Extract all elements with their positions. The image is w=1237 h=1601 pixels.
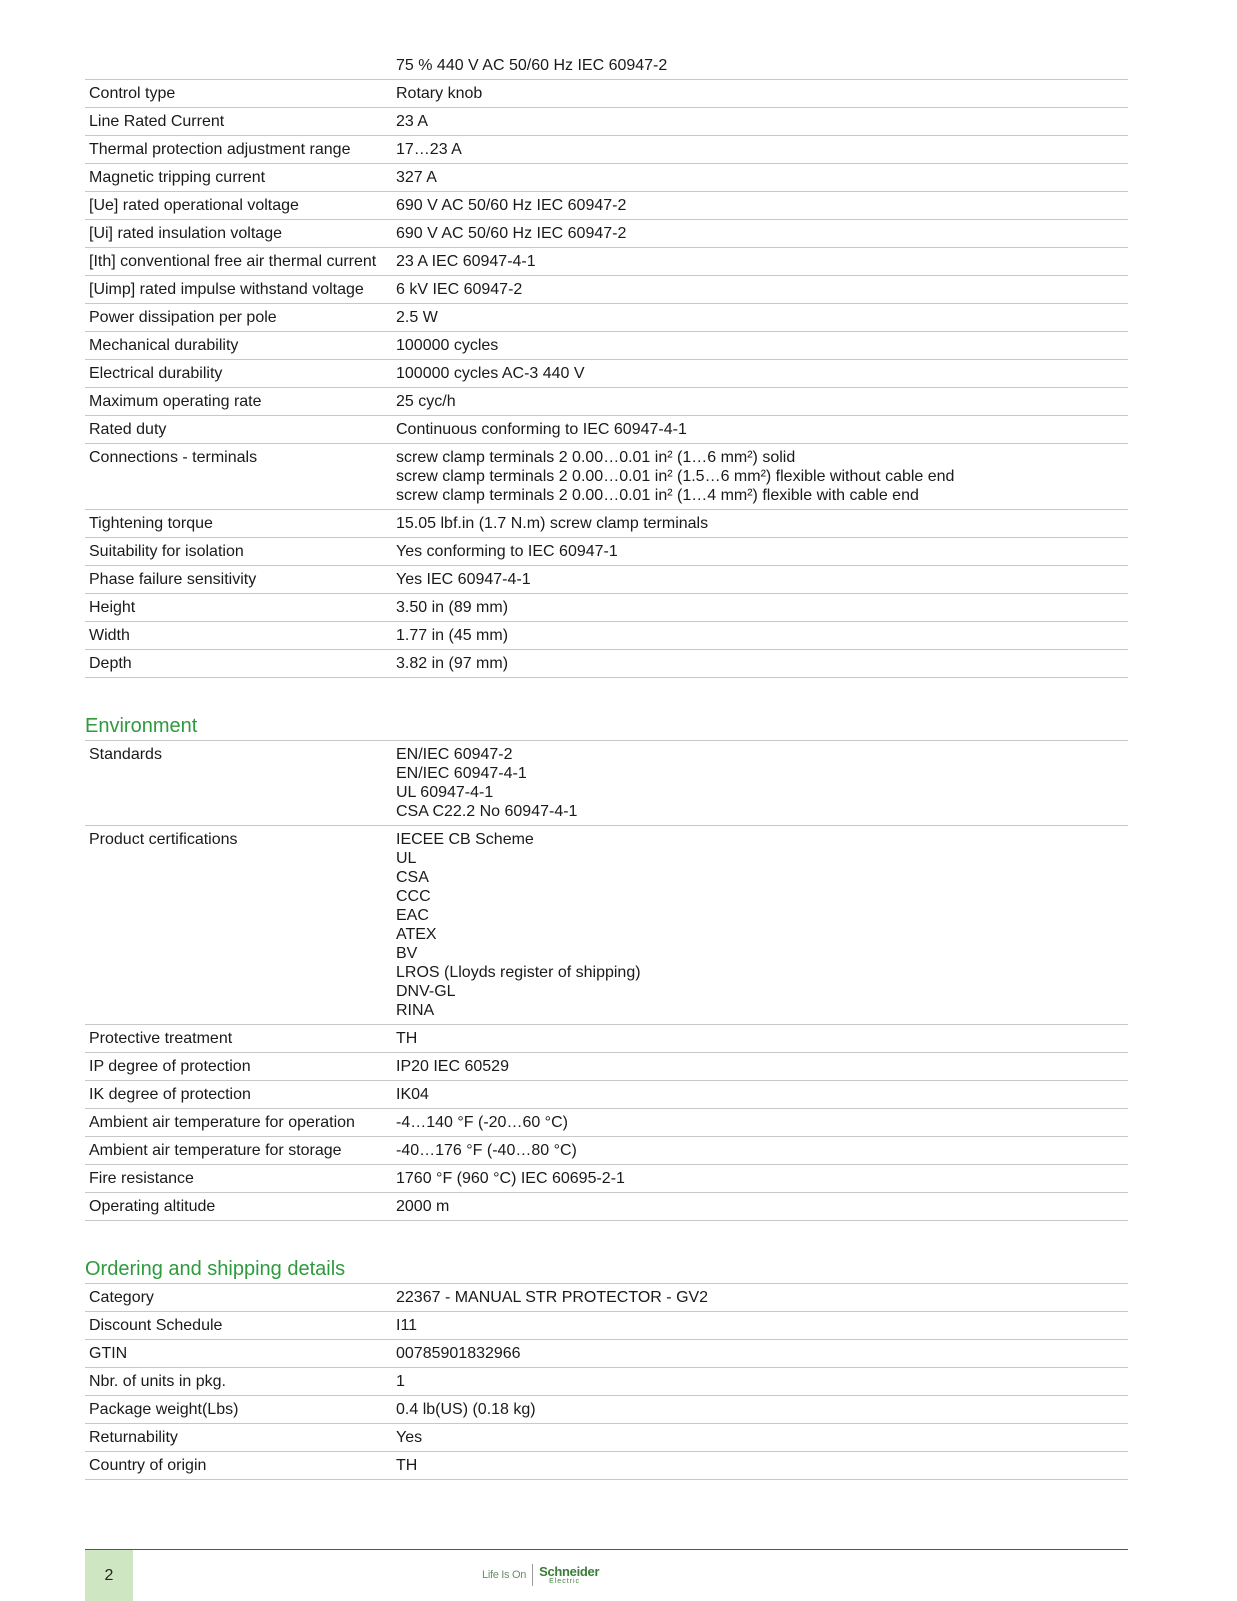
spec-row (85, 80, 1128, 108)
spec-value-line: 690 V AC 50/60 Hz IEC 60947-2 (396, 225, 627, 242)
spec-value (392, 360, 1128, 388)
spec-row (85, 1312, 1128, 1340)
spec-value-line: Yes IEC 60947-4-1 (396, 571, 531, 588)
spec-row (85, 1424, 1128, 1452)
spec-label: Mechanical durability (85, 332, 392, 360)
spec-value (392, 1452, 1128, 1480)
spec-value-line: EAC (396, 907, 429, 924)
spec-value (392, 332, 1128, 360)
spec-value (392, 1424, 1128, 1452)
spec-row (85, 1165, 1128, 1193)
spec-value (392, 1165, 1128, 1193)
spec-label: Standards (85, 741, 392, 826)
spec-value (392, 1025, 1128, 1053)
spec-value-line: BV (396, 945, 418, 962)
spec-row (85, 538, 1128, 566)
spec-value (392, 1340, 1128, 1368)
spec-value-line: UL (396, 850, 417, 867)
spec-value-line: CSA (396, 869, 429, 886)
spec-row (85, 510, 1128, 538)
spec-value (392, 510, 1128, 538)
section-title-ordering: Ordering and shipping details (85, 1257, 1128, 1284)
spec-value-line: screw clamp terminals 2 0.00…0.01 in² (1…6 mm²) solid (396, 449, 796, 466)
spec-label: Protective treatment (85, 1025, 392, 1053)
spec-value (392, 1053, 1128, 1081)
spec-label: Electrical durability (85, 360, 392, 388)
spec-label: IK degree of protection (85, 1081, 392, 1109)
spec-label: Ambient air temperature for storage (85, 1137, 392, 1165)
spec-label: [Ui] rated insulation voltage (85, 220, 392, 248)
spec-row (85, 1053, 1128, 1081)
spec-value (392, 1284, 1128, 1312)
spec-table-main (85, 52, 1128, 678)
spec-value-line: CCC (396, 888, 431, 905)
spec-label: Magnetic tripping current (85, 164, 392, 192)
spec-value (392, 52, 1128, 80)
spec-value-line: UL 60947-4-1 (396, 784, 494, 801)
spec-value (392, 1312, 1128, 1340)
spec-value (392, 1081, 1128, 1109)
logo-brand: Schneider (539, 1564, 600, 1579)
spec-label: Maximum operating rate (85, 388, 392, 416)
spec-row (85, 444, 1128, 510)
spec-value (392, 1368, 1128, 1396)
spec-value-line: 690 V AC 50/60 Hz IEC 60947-2 (396, 197, 627, 214)
spec-row (85, 1193, 1128, 1221)
spec-label: Width (85, 622, 392, 650)
spec-row (85, 1081, 1128, 1109)
spec-row (85, 1396, 1128, 1424)
logo-divider (532, 1564, 533, 1586)
spec-value-line: TH (396, 1030, 418, 1047)
spec-row (85, 1284, 1128, 1312)
spec-value-line: 100000 cycles (396, 337, 499, 354)
spec-label: Control type (85, 80, 392, 108)
spec-value-line: RINA (396, 1002, 435, 1019)
spec-label: Category (85, 1284, 392, 1312)
spec-row (85, 594, 1128, 622)
spec-value-line: 15.05 lbf.in (1.7 N.m) screw clamp terminals (396, 515, 709, 532)
spec-label: [Ith] conventional free air thermal current (85, 248, 392, 276)
spec-label: Package weight(Lbs) (85, 1396, 392, 1424)
spec-row (85, 741, 1128, 826)
spec-value-line: LROS (Lloyds register of shipping) (396, 964, 641, 981)
spec-value-line: screw clamp terminals 2 0.00…0.01 in² (1.5…6 mm²) flexible without cable end (396, 468, 955, 485)
spec-value-line: 3.82 in (97 mm) (396, 655, 509, 672)
spec-row (85, 248, 1128, 276)
spec-value (392, 304, 1128, 332)
spec-label: GTIN (85, 1340, 392, 1368)
page-number: 2 (85, 1550, 133, 1601)
spec-value (392, 192, 1128, 220)
spec-value-line: 2000 m (396, 1198, 450, 1215)
spec-value (392, 220, 1128, 248)
spec-value-line: 100000 cycles AC-3 440 V (396, 365, 585, 382)
spec-row (85, 360, 1128, 388)
spec-label: Connections - terminals (85, 444, 392, 510)
spec-value (392, 276, 1128, 304)
spec-value (392, 826, 1128, 1025)
spec-value-line: 17…23 A (396, 141, 462, 158)
spec-value (392, 164, 1128, 192)
spec-row (85, 192, 1128, 220)
spec-value-line: IECEE CB Scheme (396, 831, 534, 848)
spec-row (85, 276, 1128, 304)
spec-value (392, 538, 1128, 566)
spec-value-line: 6 kV IEC 60947-2 (396, 281, 523, 298)
section-title-environment: Environment (85, 714, 1128, 741)
spec-value-line: DNV-GL (396, 983, 456, 1000)
spec-value-line: 1 (396, 1373, 405, 1390)
spec-label: Tightening torque (85, 510, 392, 538)
spec-value (392, 1137, 1128, 1165)
spec-value-line: 75 % 440 V AC 50/60 Hz IEC 60947-2 (396, 57, 668, 74)
spec-value (392, 741, 1128, 826)
spec-value-line: -40…176 °F (-40…80 °C) (396, 1142, 577, 1159)
spec-value-line: 327 A (396, 169, 437, 186)
spec-row (85, 826, 1128, 1025)
spec-row (85, 388, 1128, 416)
spec-row (85, 52, 1128, 80)
spec-row (85, 622, 1128, 650)
spec-value-line: EN/IEC 60947-4-1 (396, 765, 527, 782)
spec-label: Rated duty (85, 416, 392, 444)
spec-value (392, 594, 1128, 622)
spec-row (85, 650, 1128, 678)
spec-value (392, 622, 1128, 650)
spec-value (392, 1109, 1128, 1137)
spec-value (392, 1193, 1128, 1221)
spec-value (392, 416, 1128, 444)
spec-value (392, 388, 1128, 416)
spec-label: [Ue] rated operational voltage (85, 192, 392, 220)
spec-value (392, 444, 1128, 510)
spec-value-line: 1.77 in (45 mm) (396, 627, 509, 644)
spec-label: Returnability (85, 1424, 392, 1452)
spec-row (85, 332, 1128, 360)
logo-brand-sub: Electric (549, 1578, 581, 1585)
spec-row (85, 304, 1128, 332)
spec-row (85, 164, 1128, 192)
spec-row (85, 220, 1128, 248)
spec-row (85, 1025, 1128, 1053)
spec-row (85, 136, 1128, 164)
spec-value (392, 136, 1128, 164)
spec-label: Nbr. of units in pkg. (85, 1368, 392, 1396)
spec-row (85, 108, 1128, 136)
spec-label: Country of origin (85, 1452, 392, 1480)
page-footer (85, 1549, 1128, 1601)
spec-row (85, 1340, 1128, 1368)
spec-value-line: 3.50 in (89 mm) (396, 599, 509, 616)
datasheet-page (85, 52, 1128, 1480)
spec-label (85, 52, 392, 80)
spec-label: IP degree of protection (85, 1053, 392, 1081)
spec-value-line: IP20 IEC 60529 (396, 1058, 509, 1075)
spec-value-line: ATEX (396, 926, 437, 943)
spec-value-line: EN/IEC 60947-2 (396, 746, 513, 763)
spec-label: Fire resistance (85, 1165, 392, 1193)
spec-value (392, 108, 1128, 136)
spec-label: Phase failure sensitivity (85, 566, 392, 594)
spec-value-line: 23 A (396, 113, 429, 130)
spec-row (85, 1109, 1128, 1137)
spec-value-line: Rotary knob (396, 85, 483, 102)
spec-label: Ambient air temperature for operation (85, 1109, 392, 1137)
spec-value-line: IK04 (396, 1086, 429, 1103)
spec-value (392, 650, 1128, 678)
spec-label: Height (85, 594, 392, 622)
spec-value (392, 80, 1128, 108)
spec-row (85, 1452, 1128, 1480)
spec-label: Product certifications (85, 826, 392, 1025)
spec-value-line: I11 (396, 1317, 418, 1334)
spec-value-line: Yes conforming to IEC 60947-1 (396, 543, 618, 560)
spec-label: [Uimp] rated impulse withstand voltage (85, 276, 392, 304)
spec-value-line: CSA C22.2 No 60947-4-1 (396, 803, 578, 820)
spec-value-line: TH (396, 1457, 418, 1474)
spec-row (85, 566, 1128, 594)
schneider-logo (482, 1560, 599, 1590)
spec-value-line: screw clamp terminals 2 0.00…0.01 in² (1…4 mm²) flexible with cable end (396, 487, 919, 504)
logo-tagline: Life Is On (482, 1569, 527, 1581)
spec-label: Suitability for isolation (85, 538, 392, 566)
spec-label: Line Rated Current (85, 108, 392, 136)
spec-table-ordering (85, 1284, 1128, 1480)
spec-value-line: 00785901832966 (396, 1345, 521, 1362)
spec-label: Operating altitude (85, 1193, 392, 1221)
spec-value (392, 1396, 1128, 1424)
spec-value-line: 22367 - MANUAL STR PROTECTOR - GV2 (396, 1289, 709, 1306)
spec-label: Discount Schedule (85, 1312, 392, 1340)
spec-row (85, 1137, 1128, 1165)
spec-label: Power dissipation per pole (85, 304, 392, 332)
spec-row (85, 416, 1128, 444)
spec-value-line: 25 cyc/h (396, 393, 456, 410)
spec-value-line: -4…140 °F (-20…60 °C) (396, 1114, 568, 1131)
spec-value-line: Continuous conforming to IEC 60947-4-1 (396, 421, 687, 438)
spec-value-line: 2.5 W (396, 309, 438, 326)
spec-value-line: 1760 °F (960 °C) IEC 60695-2-1 (396, 1170, 625, 1187)
spec-value (392, 248, 1128, 276)
spec-value-line: 0.4 lb(US) (0.18 kg) (396, 1401, 536, 1418)
spec-label: Depth (85, 650, 392, 678)
spec-value-line: 23 A IEC 60947-4-1 (396, 253, 536, 270)
spec-label: Thermal protection adjustment range (85, 136, 392, 164)
spec-row (85, 1368, 1128, 1396)
spec-value-line: Yes (396, 1429, 423, 1446)
spec-value (392, 566, 1128, 594)
spec-table-environment (85, 741, 1128, 1221)
